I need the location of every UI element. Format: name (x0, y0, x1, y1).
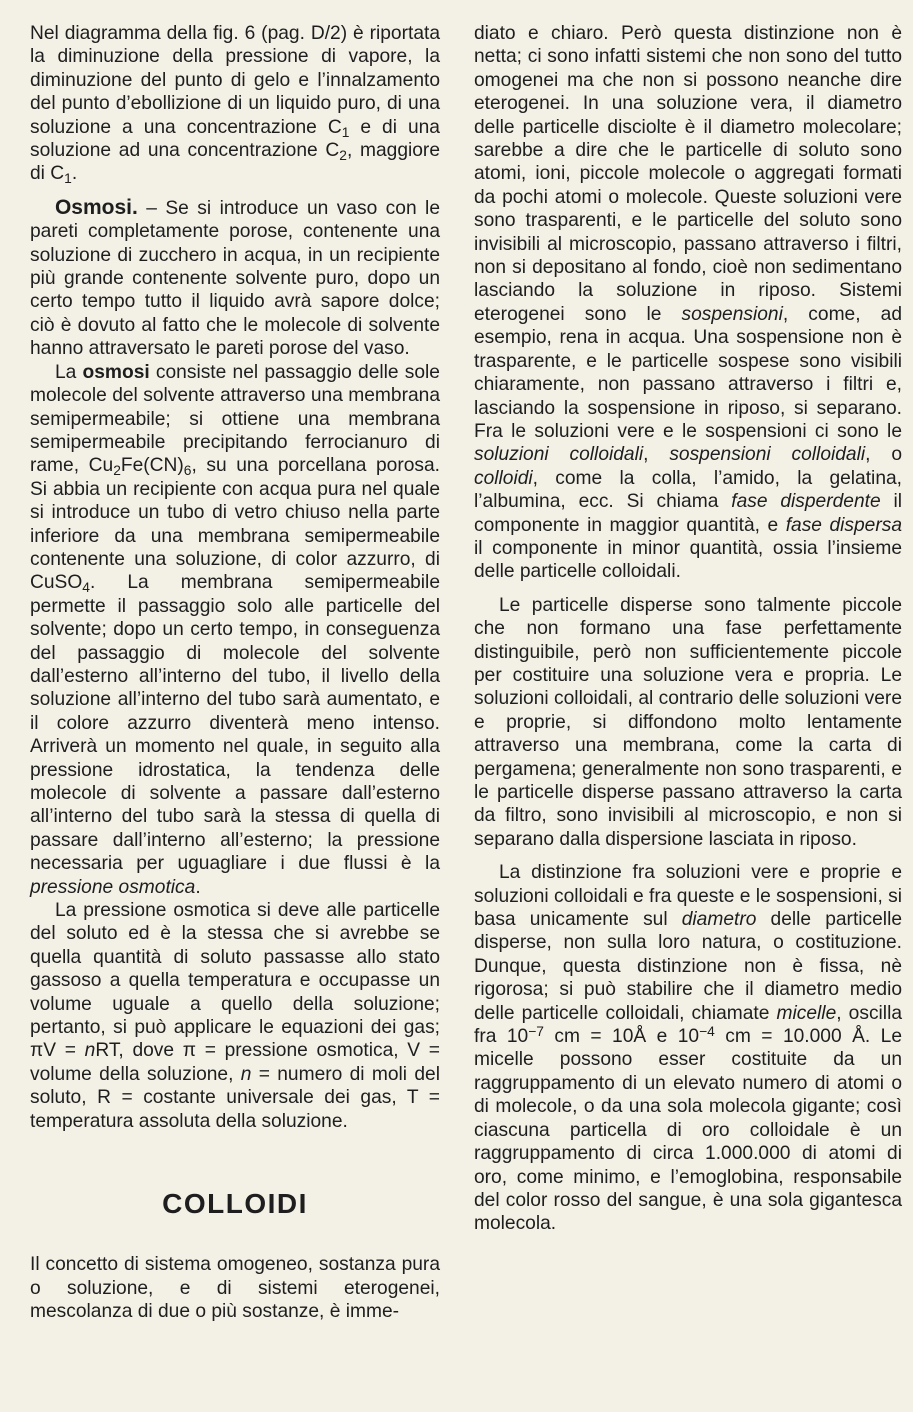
section-title-colloidi: COLLOIDI (162, 1188, 308, 1220)
paragraph-osmosi-intro: Osmosi. – Se si introduce un vaso con le pareti completamente porose, contenente una soluzione di zucchero in acqua, in un recipiente più grande contenente solvente puro, dopo un certo tempo tutto il liquido avrà sapore dolce; ciò è dovuto al fatto che le molecole di solvente hanno attraversato le pareti porose del vaso. (30, 195, 440, 360)
paragraph-micelles: La distinzione fra soluzioni vere e proprie e soluzioni colloidali e fra queste e le sospensioni, si basa unicamente sul diametro delle particelle disperse, non sulla loro natura, o costituzione. Dunque, questa distinzione non è fissa, nè rigorosa; si può stabilire che il diametro medio delle particelle colloidali, chiamate micelle, oscilla fra $10^{-7}$ cm = 10Å e $10^{-4}$ cm = 10.000 Å. Le micelle possono esser costituite da un raggruppamento di un elevato numero di atomi o di molecole, o da una sola molecola gigante; così ciascuna particella di oro colloidale è un raggruppamento di circa 1.000.000 di atomi di oro, come minimo, e l’emoglobina, responsabile del color rosso del sangue, è una sola gigantesca molecola. (474, 862, 903, 1235)
osmosi-heading: Osmosi. (54, 195, 138, 219)
paragraph-solutions-suspensions: diato e chiaro. Però questa distinzione non è netta; ci sono infatti sistemi che non sono del tutto omogenei ma che non si possono neanche dire eterogenei. In una soluzione vera, il diametro delle particelle disciolte è il diametro molecolare; sarebbe a dire che le particelle di soluto sono atomi, ioni, piccole molecole o aggregati formati da pochi atomi o molecole. Queste soluzioni vere sono trasparenti, e le particelle del soluto sono invisibili al microscopio, passano attraverso i filtri, non si depositano al fondo, cioè non sedimentano lasciando la soluzione in riposo. Sistemi eterogenei sono le sospensioni, come, ad esempio, rena in acqua. Una sospensione non è trasparente, e le particelle sospese sono visibili chiaramente, non passano attraverso i filtri e, lasciando la sospensione in riposo, si separano. Fra le soluzioni vere e le sospensioni ci sono le soluzioni colloidali, sospensioni colloidali, o colloidi, come la colla, l’amido, la gelatina, l’albumina, ecc. Si chiama fase disperdente il componente in maggior quantità, e fase dispersa il componente in minor quantità, ossia l’insieme delle particelle colloidali. (474, 23, 903, 583)
paragraph-dispersed-particles: Le particelle disperse sono talmente piccole che non formano una fase perfettamente distinguibile, però non sufficientemente piccole per costituire una soluzione vera e propria. Le soluzioni colloidali, al contrario delle soluzioni vere e proprie, si diffondono molto lentamente attraverso una membrana, come la carta di pergamena; generalmente non sono trasparenti, e le particelle disperse passano attraverso la carta da filtro, sono invisibili al microscopio, e non si separano dalla dispersione lasciata in riposo. (474, 594, 902, 850)
right-column (474, 22, 902, 1236)
left-column (30, 22, 440, 1323)
paragraph-osmosi-definition: La osmosi consiste nel passaggio delle sole molecole del solvente attraverso una membrana semipermeabile; si ottiene una membrana semipermeabile precipitando ferrocianuro di rame, $Cu_2Fe(CN)_6$, su una porcellana porosa. Si abbia un recipiente con acqua pura nel quale si introduce un tubo di vetro chiuso nella parte inferiore da una membrana semipermeabile contenente una soluzione, di color azzurro, di CuSO$_4$. La membrana semipermeabile permette il passaggio solo alle particelle del solvente; dopo un certo tempo, in conseguenza del passaggio di molecole del solvente dall’esterno all’interno del tubo, il livello della soluzione all’interno del tubo sarà aumentato, e il colore azzurro diventerà meno intenso. Arriverà un momento nel quale, in seguito alla pressione idrostatica, la tendenza delle molecole di solvente a passare dall’esterno all’interno del tubo sarà la stessa di quella di passare dall’interno all’esterno; la pressione necessaria per uguagliare i due flussi è la pressione osmotica. (30, 361, 441, 898)
paragraph-diagram: Nel diagramma della fig. 6 (pag. D/2) è riportata la diminuzione della pressione di vapore, la diminuzione del punto di gelo e l’innalzamento del punto d’ebollizione di un liquido puro, di una soluzione a una concentrazione $C_1$ e di una soluzione ad una concentrazione $C_2$, maggiore di $C_1$. (30, 23, 440, 187)
paragraph-colloidi-intro: Il concetto di sistema omogeneo, sostanza pura o soluzione, e di sistemi eterogenei, mescolanza di due o più sostanze, è imme- (30, 1254, 440, 1322)
paragraph-osmotic-pressure: La pressione osmotica si deve alle particelle del soluto ed è la stessa che si avrebbe se quella quantità di soluto passasse allo stato gassoso a quella temperatura e occupasse un volume uguale a quello della soluzione; pertanto, si può applicare le equazioni dei gas; πV = nRT, dove π = pressione osmotica, V = volume della soluzione, n = numero di moli del soluto, R = costante universale dei gas, T = temperatura assoluta della soluzione. (30, 900, 440, 1132)
